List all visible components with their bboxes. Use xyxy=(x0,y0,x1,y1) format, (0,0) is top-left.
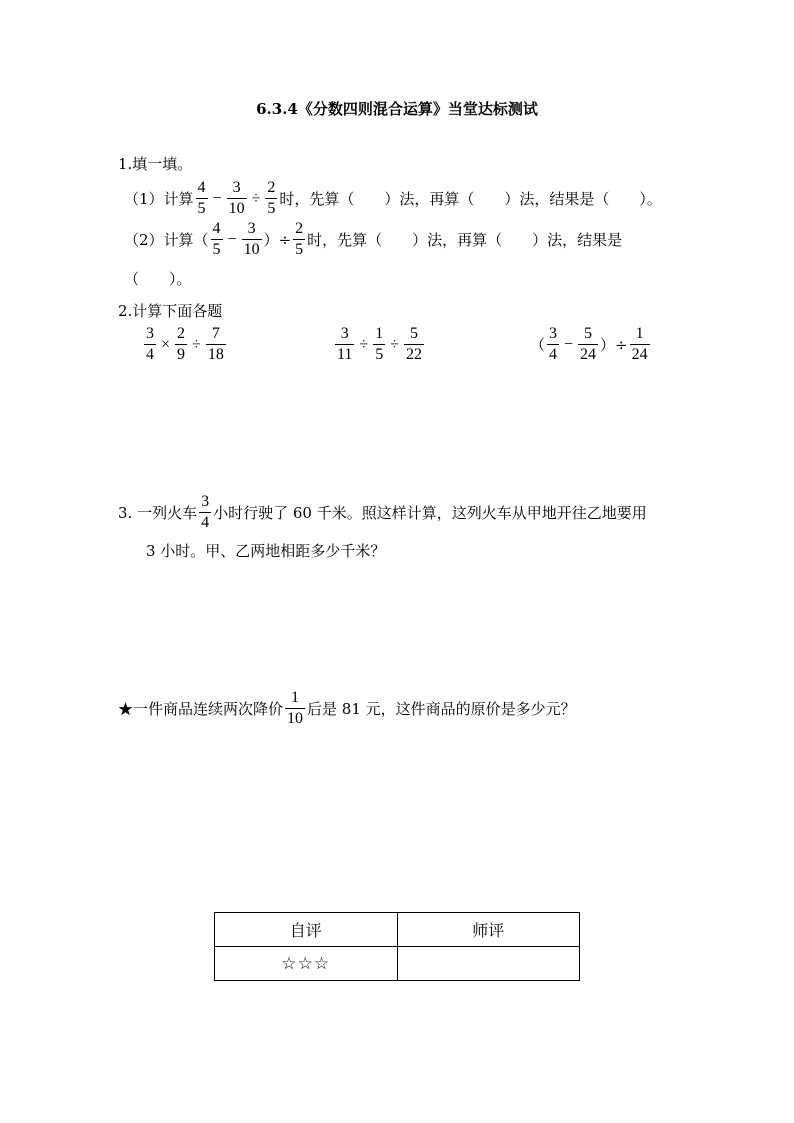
denominator: 5 xyxy=(375,346,384,363)
fraction xyxy=(285,690,305,727)
numerator: 3 xyxy=(232,179,241,196)
fraction xyxy=(199,494,211,531)
q1-part2-prefix: （2）计算（ xyxy=(124,231,209,249)
q3-line1 xyxy=(118,494,647,531)
operator: − xyxy=(212,189,222,207)
q2-heading: 2.计算下面各题 xyxy=(118,302,223,320)
denominator: 9 xyxy=(177,346,186,363)
denominator: 24 xyxy=(631,346,648,363)
numerator: 3 xyxy=(201,493,210,510)
numerator: 3 xyxy=(549,325,558,342)
fraction xyxy=(335,326,354,363)
denominator: 4 xyxy=(146,346,154,363)
q1-heading: 1.填一填。 xyxy=(118,155,193,173)
q1-part2-suffix: 时，先算（ ）法，再算（ ）法，结果是 xyxy=(307,231,623,249)
q3-line2: 3 小时。甲、乙两地相距多少千米？ xyxy=(146,542,386,560)
fraction xyxy=(404,326,424,363)
denominator: 5 xyxy=(212,241,221,258)
q1-part2-line2: （ ）。 xyxy=(124,270,192,288)
operator: ÷ xyxy=(192,335,201,353)
q2-expression-2 xyxy=(333,326,426,363)
q1-part1 xyxy=(124,180,662,217)
q2-expression-3 xyxy=(530,326,652,363)
numerator: 4 xyxy=(197,179,206,196)
numerator: 3 xyxy=(146,325,154,342)
fraction xyxy=(196,180,208,217)
q3-suffix: 小时行驶了 60 千米。照这样计算，这列火车从甲地开往乙地要用 xyxy=(213,504,647,522)
fraction xyxy=(265,180,277,217)
open-paren: （ xyxy=(530,336,546,354)
teacher-eval-cell[interactable] xyxy=(397,947,580,981)
denominator: 4 xyxy=(549,346,558,363)
bonus-suffix: 后是 81 元，这件商品的原价是多少元？ xyxy=(307,700,576,718)
denominator: 10 xyxy=(243,241,260,258)
denominator: 10 xyxy=(228,200,245,217)
q1-part2 xyxy=(124,221,622,258)
self-eval-header: 自评 xyxy=(215,913,398,947)
operator: − xyxy=(564,335,574,353)
evaluation-table xyxy=(214,912,580,981)
denominator: 5 xyxy=(267,200,276,217)
denominator: 10 xyxy=(287,710,304,727)
numerator: 3 xyxy=(247,220,256,237)
operator: ÷ xyxy=(390,335,399,353)
self-eval-stars[interactable]: ☆☆☆ xyxy=(215,947,398,981)
fraction xyxy=(630,326,650,363)
denominator: 5 xyxy=(197,200,206,217)
numerator: 7 xyxy=(211,325,220,342)
q1-part1-suffix: 时，先算（ ）法，再算（ ）法，结果是（ ）。 xyxy=(279,190,662,208)
fraction xyxy=(175,326,187,363)
numerator: 3 xyxy=(340,325,349,342)
table-row xyxy=(215,913,580,947)
fraction xyxy=(211,221,223,258)
bonus-question xyxy=(118,690,576,727)
table-row xyxy=(215,947,580,981)
fraction xyxy=(144,326,156,363)
denominator: 24 xyxy=(580,346,597,363)
numerator: 5 xyxy=(584,325,593,342)
q1-part1-prefix: （1）计算 xyxy=(124,190,194,208)
fraction xyxy=(206,326,226,363)
fraction xyxy=(227,180,247,217)
q2-expression-1 xyxy=(142,326,228,363)
numerator: 2 xyxy=(267,179,276,196)
denominator: 22 xyxy=(405,346,422,363)
operator: ÷ xyxy=(251,189,261,207)
fraction xyxy=(578,326,598,363)
numerator: 1 xyxy=(375,325,384,342)
denominator: 5 xyxy=(295,241,304,258)
numerator: 2 xyxy=(295,220,304,237)
page-title: 6.3.4《分数四则混合运算》当堂达标测试 xyxy=(256,100,538,118)
fraction xyxy=(293,221,305,258)
q3-prefix: 3. 一列火车 xyxy=(118,504,198,522)
teacher-eval-header: 师评 xyxy=(397,913,580,947)
operator: − xyxy=(227,230,237,248)
close-paren-operator: ）÷ xyxy=(600,336,628,354)
denominator: 11 xyxy=(337,346,353,363)
bonus-prefix: ★一件商品连续两次降价 xyxy=(118,700,284,718)
fraction xyxy=(547,326,559,363)
numerator: 1 xyxy=(635,325,644,342)
numerator: 1 xyxy=(291,689,300,706)
numerator: 5 xyxy=(409,325,418,342)
operator: × xyxy=(161,335,171,353)
operator: ÷ xyxy=(359,335,369,353)
denominator: 18 xyxy=(207,346,224,363)
q1-part2-close: ）÷ xyxy=(263,231,292,249)
numerator: 2 xyxy=(177,325,186,342)
fraction xyxy=(242,221,262,258)
denominator: 4 xyxy=(201,514,210,531)
fraction xyxy=(373,326,385,363)
numerator: 4 xyxy=(212,220,221,237)
